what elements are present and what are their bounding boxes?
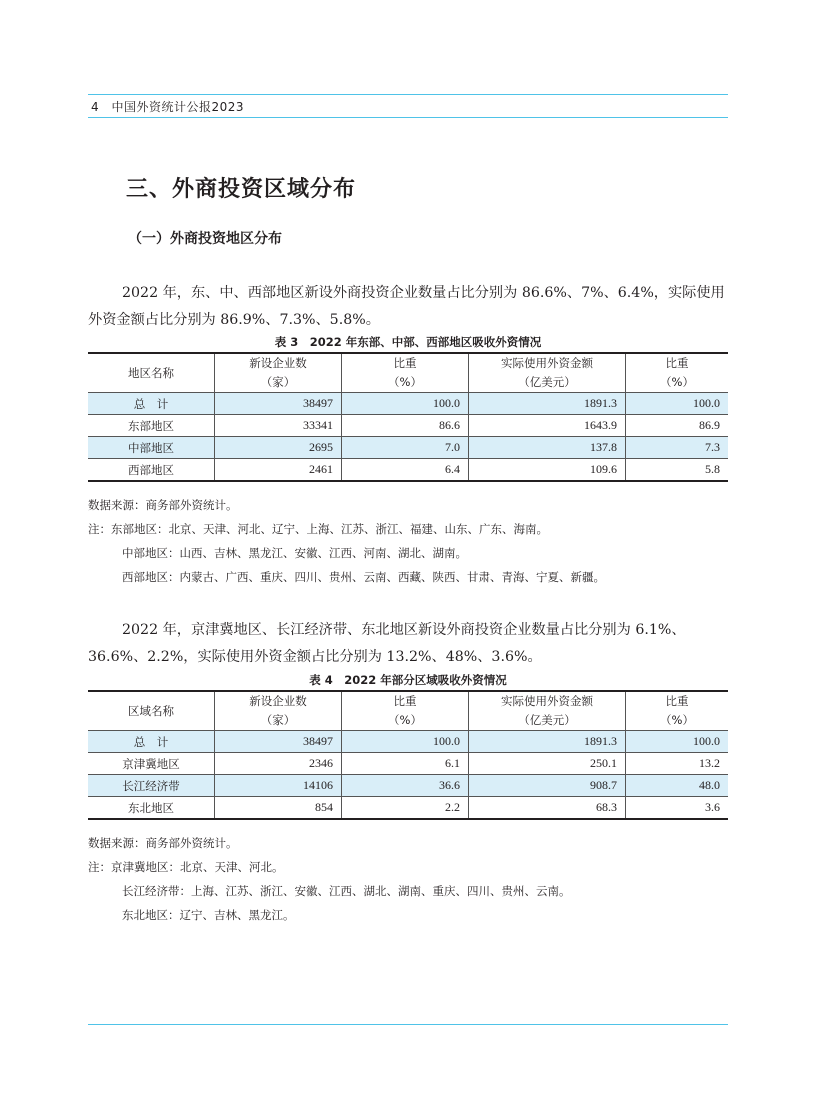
table3-header-row [88, 353, 728, 393]
table-row [88, 753, 728, 775]
cell-firms: 854 [215, 797, 342, 820]
row-name: 京津冀地区 [88, 753, 215, 775]
table-row [88, 775, 728, 797]
cell-amount: 137.8 [469, 437, 626, 459]
table4-col-firm-share: 比重 （%） [342, 691, 469, 731]
cell-firm-share: 6.1 [342, 753, 469, 775]
section-title: 三、外商投资区域分布 [126, 177, 357, 202]
table-row [88, 731, 728, 753]
row-name: 长江经济带 [88, 775, 215, 797]
table-row [88, 437, 728, 459]
row-name: 西部地区 [88, 459, 215, 482]
cell-firms: 14106 [215, 775, 342, 797]
table-row [88, 393, 728, 415]
table3-note-east: 注：东部地区：北京、天津、河北、辽宁、上海、江苏、浙江、福建、山东、广东、海南。 [88, 522, 548, 536]
cell-firm-share: 100.0 [342, 393, 469, 415]
header-rule-bottom [88, 117, 728, 118]
cell-amount: 1891.3 [469, 731, 626, 753]
paragraph-regions: 2022 年，东、中、西部地区新设外商投资企业数量占比分别为 86.6%、7%、6.4%，实际使用外资金额占比分别为 86.9%、7.3%、5.8%。 [88, 285, 725, 328]
cell-amount: 1891.3 [469, 393, 626, 415]
table4-col-amount-share: 比重 （%） [626, 691, 729, 731]
table4-header-row [88, 691, 728, 731]
cell-firms: 38497 [215, 731, 342, 753]
table3-col-firms: 新设企业数 （家） [215, 353, 342, 393]
cell-amount: 68.3 [469, 797, 626, 820]
table4-note-yangtze: 长江经济带：上海、江苏、浙江、安徽、江西、湖北、湖南、重庆、四川、贵州、云南。 [122, 884, 571, 898]
running-header [91, 98, 244, 115]
table4-note-jjj: 注：京津冀地区：北京、天津、河北。 [88, 860, 284, 874]
table3-col-firm-share: 比重 （%） [342, 353, 469, 393]
table-row [88, 415, 728, 437]
cell-amount-share: 5.8 [626, 459, 729, 482]
table4-col-firms: 新设企业数 （家） [215, 691, 342, 731]
table3-col-amount: 实际使用外资金额 （亿美元） [469, 353, 626, 393]
paragraph-key-regions: 2022 年，京津冀地区、长江经济带、东北地区新设外商投资企业数量占比分别为 6.1%、36.6%、2.2%，实际使用外资金额占比分别为 13.2%、48%、3.6%。 [88, 622, 686, 665]
table3-source: 数据来源：商务部外资统计。 [88, 498, 238, 512]
cell-firm-share: 7.0 [342, 437, 469, 459]
table-row [88, 459, 728, 482]
table3-col-amount-share: 比重 （%） [626, 353, 729, 393]
cell-firms: 2695 [215, 437, 342, 459]
publication-title: 中国外资统计公报2023 [111, 100, 245, 114]
cell-amount-share: 48.0 [626, 775, 729, 797]
table3-col-name: 地区名称 [88, 353, 215, 393]
row-name: 总 计 [88, 731, 215, 753]
cell-firms: 38497 [215, 393, 342, 415]
cell-amount: 109.6 [469, 459, 626, 482]
table3 [88, 352, 728, 482]
row-name: 东北地区 [88, 797, 215, 820]
row-name: 中部地区 [88, 437, 215, 459]
cell-amount-share: 3.6 [626, 797, 729, 820]
cell-firm-share: 36.6 [342, 775, 469, 797]
table3-caption: 表 3 2022 年东部、中部、西部地区吸收外资情况 [274, 335, 542, 349]
cell-amount-share: 86.9 [626, 415, 729, 437]
cell-amount: 250.1 [469, 753, 626, 775]
page-number: 4 [91, 100, 100, 114]
cell-amount-share: 100.0 [626, 393, 729, 415]
row-name: 东部地区 [88, 415, 215, 437]
cell-firm-share: 6.4 [342, 459, 469, 482]
cell-firms: 33341 [215, 415, 342, 437]
table3-note-west: 西部地区：内蒙古、广西、重庆、四川、贵州、云南、西藏、陕西、甘肃、青海、宁夏、新疆。 [122, 570, 605, 584]
table4-caption: 表 4 2022 年部分区域吸收外资情况 [309, 673, 507, 687]
header-rule-top [88, 94, 728, 95]
table4-col-amount: 实际使用外资金额 （亿美元） [469, 691, 626, 731]
table3-note-central: 中部地区：山西、吉林、黑龙江、安徽、江西、河南、湖北、湖南。 [122, 546, 467, 560]
table4-source: 数据来源：商务部外资统计。 [88, 836, 238, 850]
cell-firm-share: 86.6 [342, 415, 469, 437]
table4-note-northeast: 东北地区：辽宁、吉林、黑龙江。 [122, 908, 295, 922]
cell-firm-share: 2.2 [342, 797, 469, 820]
table4 [88, 690, 728, 820]
cell-firm-share: 100.0 [342, 731, 469, 753]
cell-amount: 908.7 [469, 775, 626, 797]
table4-col-name: 区域名称 [88, 691, 215, 731]
cell-amount-share: 100.0 [626, 731, 729, 753]
cell-amount-share: 7.3 [626, 437, 729, 459]
table-row [88, 797, 728, 820]
footer-rule [88, 1024, 728, 1025]
cell-firms: 2461 [215, 459, 342, 482]
cell-amount: 1643.9 [469, 415, 626, 437]
cell-firms: 2346 [215, 753, 342, 775]
cell-amount-share: 13.2 [626, 753, 729, 775]
row-name: 总 计 [88, 393, 215, 415]
subsection-title: （一）外商投资地区分布 [128, 231, 282, 247]
